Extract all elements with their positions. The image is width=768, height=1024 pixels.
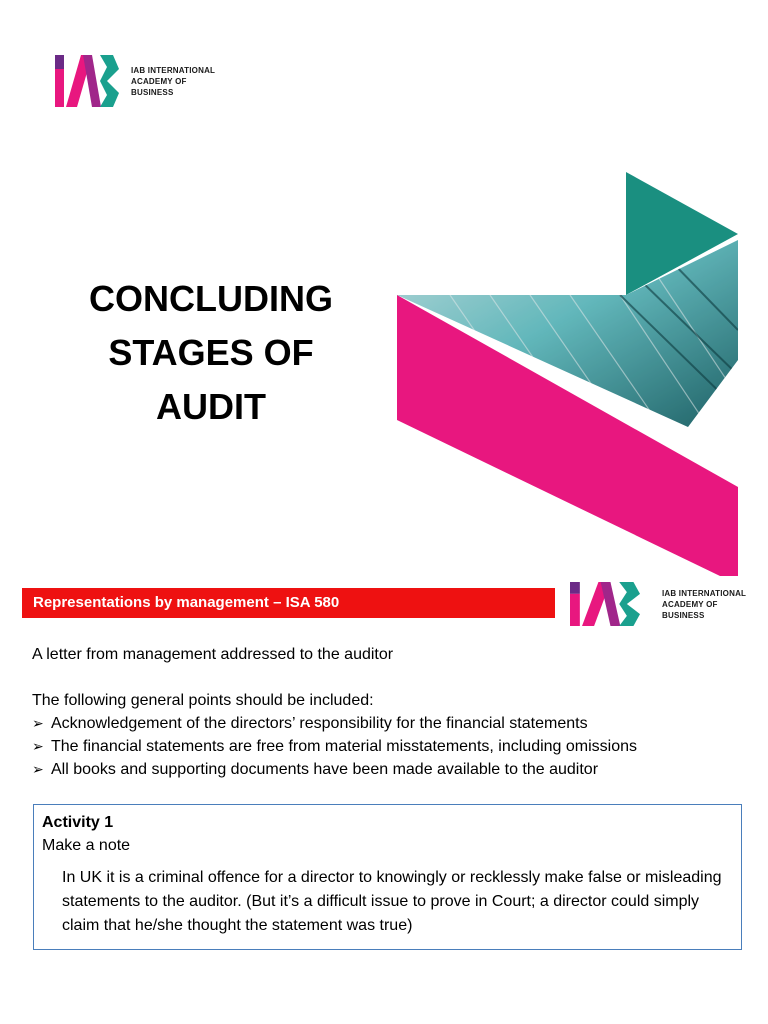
bullet-text: All books and supporting documents have been made available to the auditor <box>51 761 599 778</box>
logo-line: BUSINESS <box>662 610 705 620</box>
bullet-text: Acknowledgement of the directors’ responsibility for the financial statements <box>51 715 588 732</box>
section-banner: Representations by management – ISA 580 <box>22 588 555 618</box>
cover-title <box>70 272 352 434</box>
logo-line: BUSINESS <box>131 87 174 97</box>
iab-logo <box>570 582 746 626</box>
cover-graphic <box>390 170 768 576</box>
iab-logo-text <box>662 588 746 621</box>
logo-line: ACADEMY OF <box>131 76 187 86</box>
content-slide <box>0 576 768 1024</box>
points-heading: The following general points should be included: <box>32 692 374 709</box>
iab-logo-text <box>131 65 215 98</box>
intro-text: A letter from management addressed to the auditor <box>32 646 394 663</box>
logo-line: IAB INTERNATIONAL <box>131 65 216 75</box>
bullet-item <box>32 712 742 735</box>
iab-logo-mark-icon <box>570 582 640 626</box>
iab-logo <box>55 55 215 107</box>
title-line: AUDIT <box>156 386 266 427</box>
activity-note: In UK it is a criminal offence for a director to knowingly or recklessly make false or misleading statements to the auditor. (But it’s a difficult issue to prove in Court; a director could simply claim that he/she thought the statement was true) <box>62 869 722 934</box>
body-text <box>32 643 742 781</box>
arrow-bullet-icon: ➢ <box>32 738 44 754</box>
logo-line: ACADEMY OF <box>662 599 718 609</box>
activity-box <box>33 804 742 950</box>
logo-line: IAB INTERNATIONAL <box>662 588 747 598</box>
bullet-item <box>32 735 742 758</box>
bullet-text: The financial statements are free from material misstatements, including omissions <box>51 738 638 755</box>
bullet-item <box>32 758 742 781</box>
activity-title: Activity 1 <box>42 814 114 831</box>
arrow-bullet-icon: ➢ <box>32 761 44 777</box>
title-line: CONCLUDING <box>89 278 333 319</box>
activity-subtitle: Make a note <box>42 837 131 854</box>
iab-logo-mark-icon <box>55 55 119 107</box>
arrow-bullet-icon: ➢ <box>32 715 44 731</box>
title-line: STAGES OF <box>108 332 314 373</box>
